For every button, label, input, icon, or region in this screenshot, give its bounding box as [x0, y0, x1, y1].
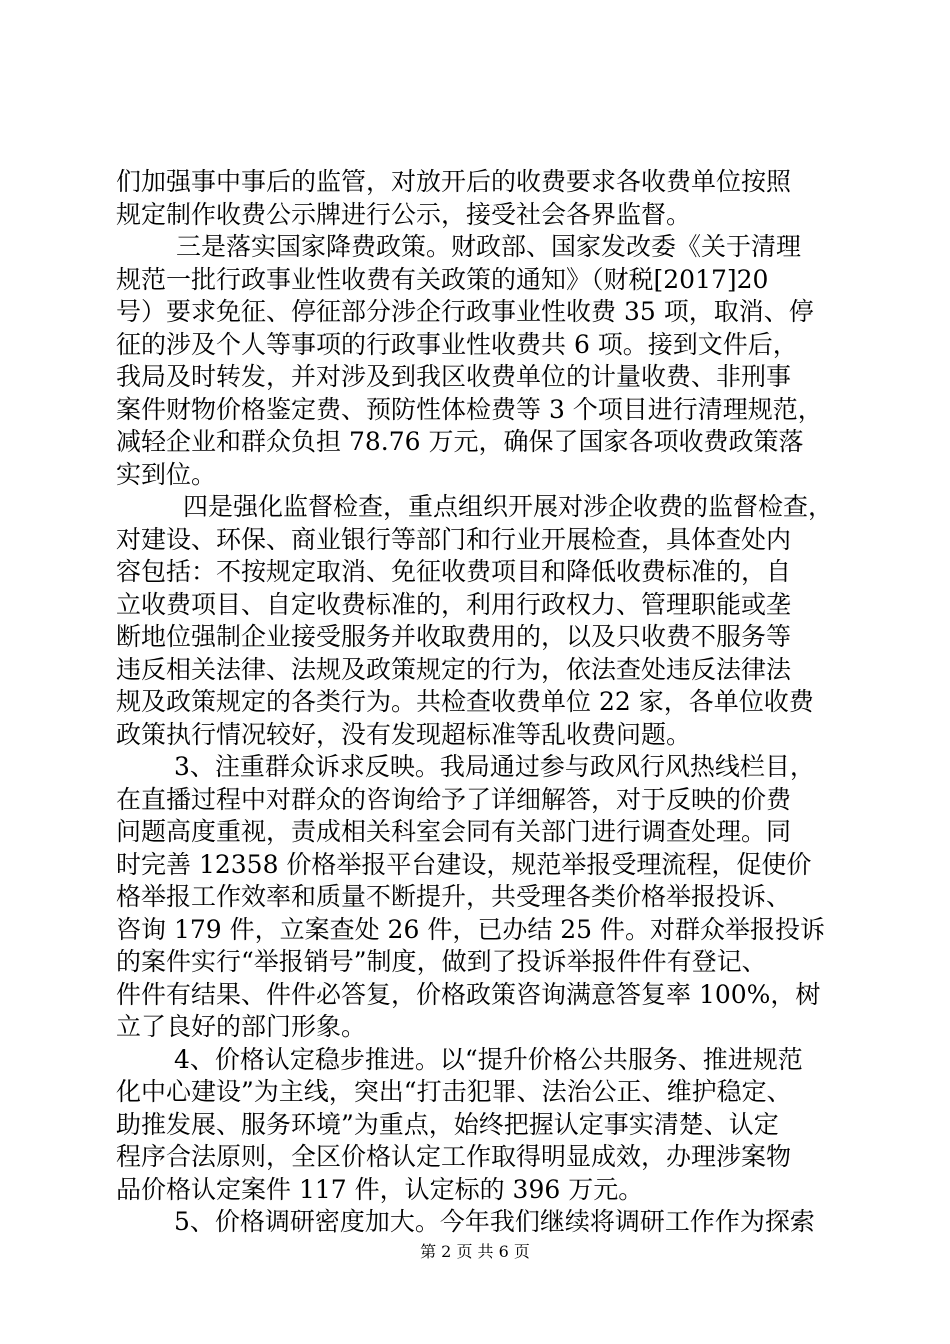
text-line: 的案件实行“举报销号”制度，做到了投诉举报件件有登记、 [116, 947, 767, 976]
text-line: 我局及时转发，并对涉及到我区收费单位的计量收费、非刑事 [116, 362, 792, 391]
text-line: 在直播过程中对群众的咨询给予了详细解答，对于反映的价费 [116, 784, 792, 814]
text-line: 实到位。 [116, 459, 217, 489]
text-line: 格举报工作效率和质量不断提升，共受理各类价格举报投诉、 [116, 882, 792, 911]
text-line: 立了良好的部门形象。 [116, 1012, 367, 1041]
paragraph-start-line: 5、价格调研密度加大。今年我们继续将调研工作作为探索 [174, 1207, 815, 1236]
text-line: 件件有结果、件件必答复，价格政策咨询满意答复率 100%，树 [116, 979, 821, 1009]
text-line: 政策执行情况较好，没有发现超标准等乱收费问题。 [116, 719, 692, 749]
text-line: 规定制作收费公示牌进行公示，接受社会各界监督。 [116, 199, 692, 229]
text-line: 违反相关法律、法规及政策规定的行为，依法查处违反法律法 [116, 654, 792, 684]
text-line: 规范一批行政事业性收费有关政策的通知》（财税[2017]20 [116, 264, 769, 294]
text-line: 断地位强制企业接受服务并收取费用的，以及只收费不服务等 [116, 622, 792, 651]
text-line: 征的涉及个人等事项的行政事业性收费共 6 项。接到文件后， [116, 329, 798, 359]
text-line: 程序合法原则，全区价格认定工作取得明显成效，办理涉案物 [116, 1142, 792, 1171]
text-line: 号）要求免征、停征部分涉企行政事业性收费 35 项，取消、停 [116, 297, 814, 326]
paragraph-start-line: 四是强化监督检查，重点组织开展对涉企收费的监督检查， [183, 492, 834, 521]
text-line: 规及政策规定的各类行为。共检查收费单位 22 家，各单位收费 [116, 687, 814, 716]
text-line: 助推发展、服务环境”为重点，始终把握认定事实清楚、认定 [116, 1109, 779, 1139]
text-line: 案件财物价格鉴定费、预防性体检费等 3 个项目进行清理规范， [116, 394, 823, 424]
document-body [116, 166, 844, 1239]
text-line: 化中心建设”为主线，突出“打击犯罪、法治公正、维护稳定、 [116, 1077, 792, 1106]
text-line: 时完善 12358 价格举报平台建设，规范举报受理流程，促使价 [116, 849, 812, 879]
paragraph-start-line: 三是落实国家降费政策。财政部、国家发改委《关于清理 [176, 232, 802, 261]
text-line: 咨询 179 件，立案查处 26 件，已办结 25 件。对群众举报投诉 [116, 914, 826, 944]
text-line: 对建设、环保、商业银行等部门和行业开展检查，具体查处内 [116, 524, 792, 554]
paragraph-start-line: 3、注重群众诉求反映。我局通过参与政风行风热线栏目， [174, 752, 815, 781]
paragraph-start-line: 4、价格认定稳步推进。以“提升价格公共服务、推进规范 [174, 1044, 803, 1074]
text-line: 们加强事中事后的监管，对放开后的收费要求各收费单位按照 [116, 167, 792, 196]
text-line: 容包括：不按规定取消、免征收费项目和降低收费标准的，自 [116, 557, 792, 586]
text-line: 立收费项目、自定收费标准的，利用行政权力、管理职能或垄 [116, 589, 792, 619]
page-number-footer: 第 2 页 共 6 页 [420, 1242, 530, 1261]
text-line: 品价格认定案件 117 件，认定标的 396 万元。 [116, 1174, 644, 1204]
text-line: 问题高度重视，责成相关科室会同有关部门进行调查处理。同 [116, 817, 792, 846]
text-line: 减轻企业和群众负担 78.76 万元，确保了国家各项收费政策落 [116, 427, 804, 456]
